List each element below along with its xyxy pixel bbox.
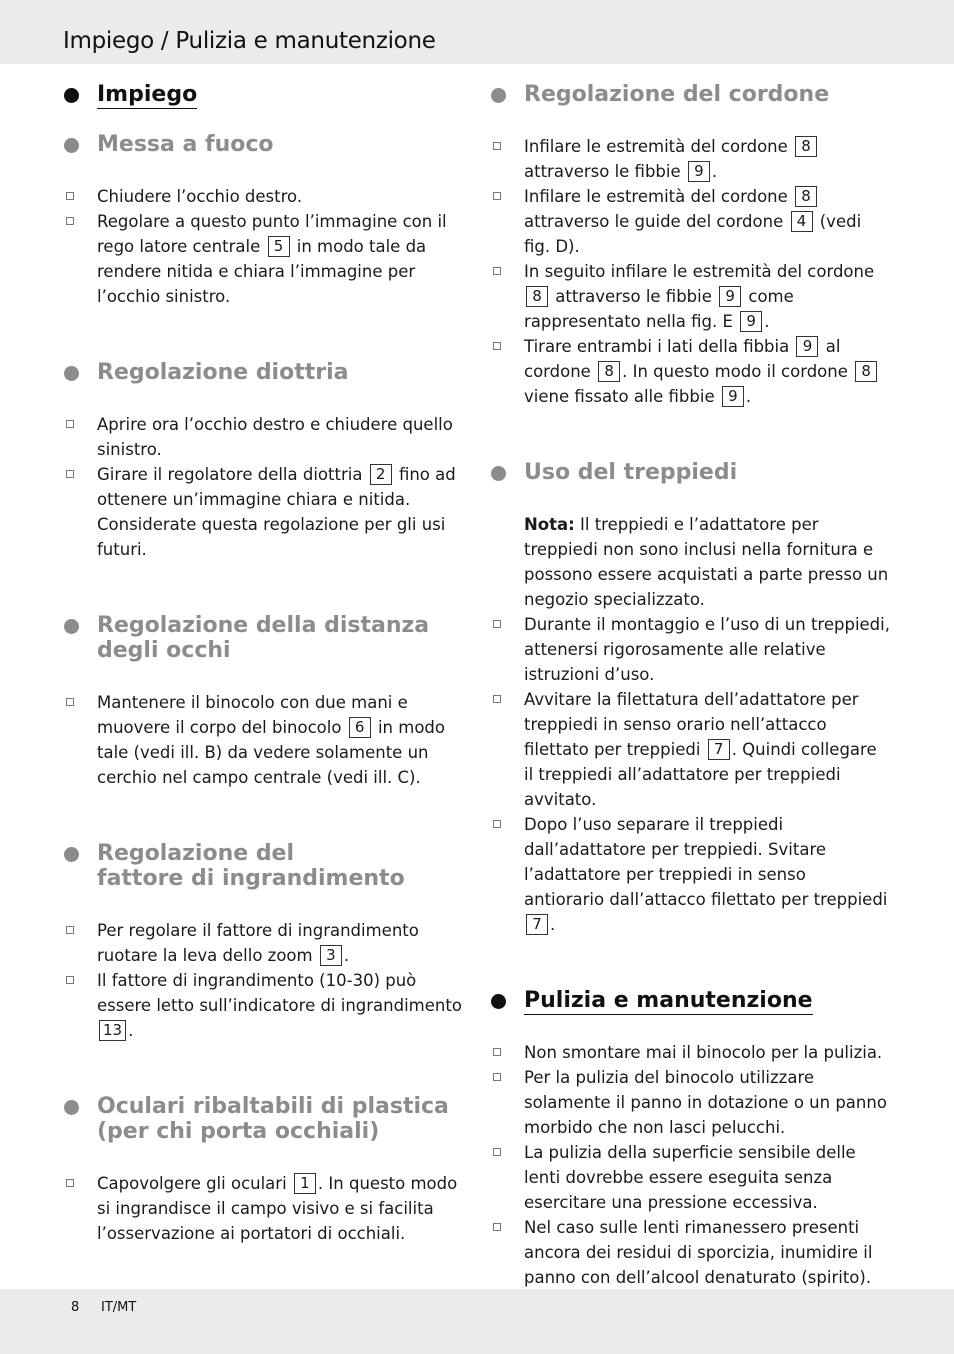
part-reference: 8: [795, 186, 817, 207]
square-bullet-icon: [66, 698, 74, 706]
list-uso-treppiedi: [490, 612, 890, 937]
square-bullet-icon: [66, 470, 74, 478]
part-reference: 13: [99, 1020, 126, 1041]
square-bullet-icon: [66, 1179, 74, 1187]
part-reference: 8: [526, 286, 548, 307]
part-reference: 7: [526, 914, 548, 935]
right-column: [490, 78, 890, 1290]
part-reference: 5: [268, 236, 290, 257]
section-heading-regolazione-cordone: Regolazione del cordone: [490, 82, 890, 107]
part-reference: 8: [598, 361, 620, 382]
part-reference: 9: [719, 286, 741, 307]
bullet-dot-icon: [491, 88, 506, 103]
bullet-dot-icon: [64, 138, 79, 153]
square-bullet-icon: [66, 926, 74, 934]
list-item: Mantenere il binocolo con due mani e muovere il corpo del binocolo 6 in modo tale (vedi ill. B) da vedere solamente un cerchio nel campo centrale (vedi ill. C).: [63, 690, 463, 790]
left-column: [63, 78, 463, 1246]
part-reference: 7: [708, 739, 730, 760]
list-item: Chiudere l’occhio destro.: [63, 184, 463, 209]
section-heading-regolazione-diottria: Regolazione diottria: [63, 360, 463, 385]
bullet-dot-icon: [64, 1100, 79, 1115]
square-bullet-icon: [66, 420, 74, 428]
list-item: Infilare le estremità del cordone 8 attraverso le guide del cordone 4 (vedi fig. D).: [490, 184, 890, 259]
part-reference: 2: [370, 464, 392, 485]
list-pulizia-manutenzione: [490, 1040, 890, 1290]
part-reference: 6: [349, 717, 371, 738]
part-reference: 9: [688, 161, 710, 182]
section-heading-oculari: Oculari ribaltabili di plastica (per chi porta occhiali): [63, 1094, 463, 1144]
square-bullet-icon: [493, 1223, 501, 1231]
section-heading-impiego: Impiego: [63, 82, 463, 107]
list-regolazione-diottria: [63, 412, 463, 562]
square-bullet-icon: [493, 1048, 501, 1056]
list-regolazione-cordone: [490, 134, 890, 409]
square-bullet-icon: [493, 1148, 501, 1156]
list-item: La pulizia della superficie sensibile delle lenti dovrebbe essere eseguita senza esercitare una pressione eccessiva.: [490, 1140, 890, 1215]
note-paragraph: Nota: Il treppiedi e l’adattatore per treppiedi non sono inclusi nella fornitura e possono essere acquistati a parte presso un negozio specializzato.: [524, 515, 889, 609]
square-bullet-icon: [493, 267, 501, 275]
square-bullet-icon: [66, 976, 74, 984]
list-item: Tirare entrambi i lati della fibbia 9 al cordone 8 . In questo modo il cordone 8 viene fissato alle fibbie 9 .: [490, 334, 890, 409]
bullet-dot-icon: [491, 994, 506, 1009]
language-code: IT/MT: [101, 1300, 137, 1315]
square-bullet-icon: [66, 192, 74, 200]
square-bullet-icon: [493, 620, 501, 628]
list-distanza-occhi: [63, 690, 463, 790]
list-item: Il fattore di ingrandimento (10-30) può essere letto sull’indicatore di ingrandimento 13 .: [63, 968, 463, 1043]
list-item: Nel caso sulle lenti rimanessero presenti ancora dei residui di sporcizia, inumidire il panno con dell’alcool denaturato (spirito).: [490, 1215, 890, 1290]
square-bullet-icon: [493, 695, 501, 703]
list-item: Per regolare il fattore di ingrandimento ruotare la leva dello zoom 3 .: [63, 918, 463, 968]
bullet-dot-icon: [64, 366, 79, 381]
part-reference: 9: [722, 386, 744, 407]
part-reference: 3: [320, 945, 342, 966]
part-reference: 1: [294, 1173, 316, 1194]
list-item: Aprire ora l’occhio destro e chiudere quello sinistro.: [63, 412, 463, 462]
list-fattore-ingrandimento: [63, 918, 463, 1043]
list-item: Regolare a questo punto l’immagine con il rego latore centrale 5 in modo tale da rendere nitida e chiara l’immagine per l’occhio sinistro.: [63, 209, 463, 309]
list-item: Per la pulizia del binocolo utilizzare solamente il panno in dotazione o un panno morbido che non lasci pelucchi.: [490, 1065, 890, 1140]
square-bullet-icon: [493, 192, 501, 200]
list-oculari: [63, 1171, 463, 1246]
section-heading-messa-a-fuoco: Messa a fuoco: [63, 132, 463, 157]
part-reference: 9: [740, 311, 762, 332]
bullet-dot-icon: [64, 88, 79, 103]
bullet-dot-icon: [64, 619, 79, 634]
page-title: Impiego / Pulizia e manutenzione: [63, 28, 436, 54]
note-label: Nota:: [524, 515, 575, 534]
list-item: Dopo l’uso separare il treppiedi dall’adattatore per treppiedi. Svitare l’adattatore per treppiedi in senso antiorario dall’attacco filettato per treppiedi 7 .: [490, 812, 890, 937]
part-reference: 8: [855, 361, 877, 382]
page-number: 8: [71, 1300, 80, 1315]
section-heading-fattore-ingrandimento: Regolazione del fattore di ingrandimento: [63, 841, 463, 891]
bullet-dot-icon: [491, 466, 506, 481]
square-bullet-icon: [493, 1073, 501, 1081]
section-heading-pulizia-manutenzione: Pulizia e manutenzione: [490, 988, 890, 1013]
list-item: Avvitare la filettatura dell’adattatore per treppiedi in senso orario nell’attacco filettato per treppiedi 7 . Quindi collegare il treppiedi all’adattatore per treppiedi avvitato.: [490, 687, 890, 812]
bullet-dot-icon: [64, 847, 79, 862]
section-heading-uso-treppiedi: Uso del treppiedi: [490, 460, 890, 485]
section-heading-distanza-occhi: Regolazione della distanza degli occhi: [63, 613, 463, 663]
list-item: Durante il montaggio e l’uso di un treppiedi, attenersi rigorosamente alle relative istruzioni d’uso.: [490, 612, 890, 687]
square-bullet-icon: [493, 142, 501, 150]
square-bullet-icon: [493, 820, 501, 828]
footer-band: [0, 1289, 954, 1354]
part-reference: 4: [791, 211, 813, 232]
list-item: Infilare le estremità del cordone 8 attraverso le fibbie 9 .: [490, 134, 890, 184]
part-reference: 9: [796, 336, 818, 357]
list-messa-a-fuoco: [63, 184, 463, 309]
square-bullet-icon: [493, 342, 501, 350]
list-item: Girare il regolatore della diottria 2 fino ad ottenere un’immagine chiara e nitida. Considerate questa regolazione per gli usi futuri.: [63, 462, 463, 562]
part-reference: 8: [795, 136, 817, 157]
list-item: Capovolgere gli oculari 1 . In questo modo si ingrandisce il campo visivo e si facilita l’osservazione ai portatori di occhiali.: [63, 1171, 463, 1246]
square-bullet-icon: [66, 217, 74, 225]
list-item: In seguito infilare le estremità del cordone 8 attraverso le fibbie 9 come rappresentato nella fig. E 9 .: [490, 259, 890, 334]
list-item: Non smontare mai il binocolo per la pulizia.: [490, 1040, 890, 1065]
